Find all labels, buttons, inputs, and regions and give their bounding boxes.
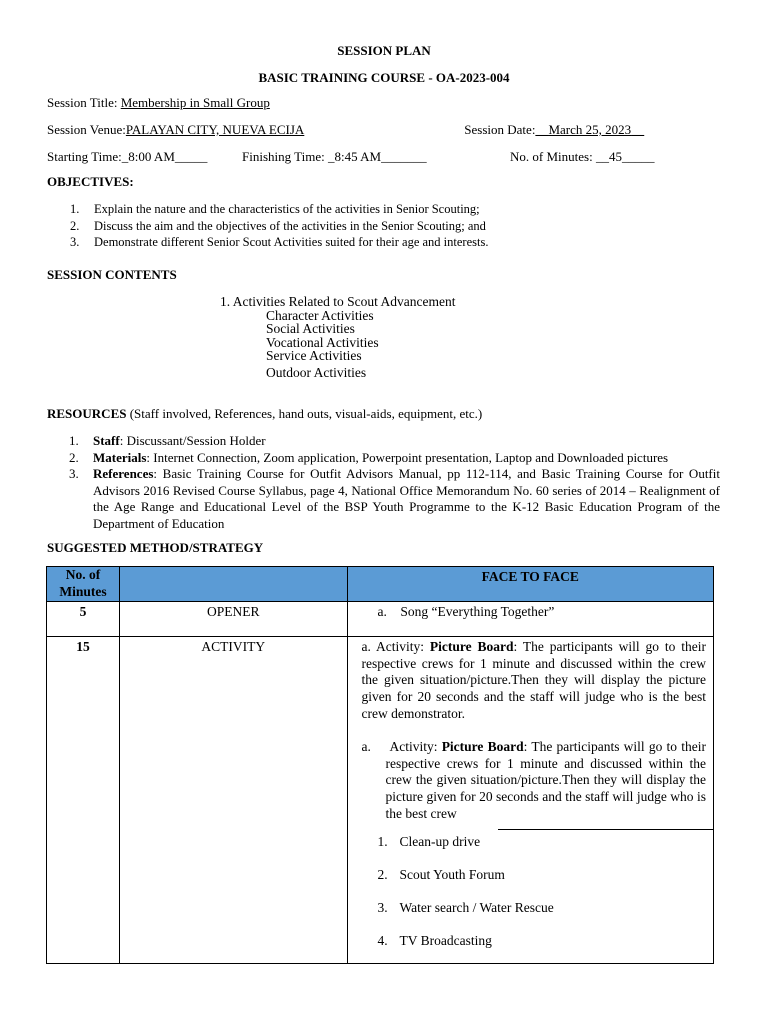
session-title-line xyxy=(47,95,660,111)
row-activity: ACTIVITY xyxy=(119,636,347,963)
resources-note: (Staff involved, References, hand outs, visual-aids, equipment, etc.) xyxy=(126,406,483,421)
date-label: Session Date: xyxy=(464,122,536,137)
activity-examples-list xyxy=(348,830,714,963)
activity-description xyxy=(348,637,714,823)
contents-sub-item: Social Activities xyxy=(266,321,355,336)
list-item: 1. Staff: Discussant/Session Holder xyxy=(69,433,266,448)
session-venue-line xyxy=(47,122,644,138)
session-contents-heading: SESSION CONTENTS xyxy=(47,267,177,282)
header-blank xyxy=(119,567,347,602)
course-title: BASIC TRAINING COURSE - OA-2023-004 xyxy=(258,70,510,85)
activity-paragraph: a. Activity: Picture Board: The participants will go to their respective crews for 1 minute and discussed within the crew the given situation/picture.Then they will display the picture given for 20 seconds and the staff will judge who is the best crew demonstrator. xyxy=(361,638,706,721)
row-minutes: 15 xyxy=(47,636,120,963)
venue-value: PALAYAN CITY, NUEVA ECIJA xyxy=(125,122,305,137)
minutes-label: No. of Minutes: __ xyxy=(510,149,609,164)
list-item: 2. Scout Youth Forum xyxy=(377,866,505,882)
date-value: __March 25, 2023__ xyxy=(535,122,645,137)
objectives-list xyxy=(70,201,488,251)
row-detail xyxy=(347,636,714,963)
header-face-to-face: FACE TO FACE xyxy=(347,567,714,602)
list-item: 3. Demonstrate different Senior Scout Activities suited for their age and interests. xyxy=(70,235,489,249)
document-title: SESSION PLAN xyxy=(337,43,431,58)
list-item: 2. Materials: Internet Connection, Zoom application, Powerpoint presentation, Laptop and Downloaded pictures xyxy=(69,449,669,465)
contents-sub-item: Outdoor Activities xyxy=(266,364,367,380)
list-item: 4. TV Broadcasting xyxy=(377,932,492,948)
contents-sub-item: Vocational Activities xyxy=(266,334,379,350)
resources-heading-line xyxy=(47,406,482,422)
minutes-value: 45_____ xyxy=(608,149,655,164)
list-item: 3. References: Basic Training Course for Outfit Advisors Manual, pp 112-114, and Basic Training Course for Outfit Advisors 2016 Revised Course Syllabus, page 4, National Office Memorandum No. 60 series of 2014 – Realignment of the Age Range and Educational Level of the BSP Youth Programme to the K-12 Basic Education Program of the Department of Education xyxy=(69,466,720,531)
header-minutes: No. of Minutes xyxy=(47,567,120,602)
resources-list xyxy=(69,433,720,532)
start-value: 8:00 AM_____ xyxy=(128,149,208,164)
list-item: 2. Discuss the aim and the objectives of the activities in the Senior Scouting; and xyxy=(70,218,486,233)
session-title-value: Membership in Small Group xyxy=(120,95,270,110)
time-line xyxy=(47,149,207,165)
row-minutes: 5 xyxy=(47,601,120,636)
list-item: 1. Clean-up drive xyxy=(377,833,481,849)
method-table xyxy=(46,566,714,964)
contents-main-item: 1. Activities Related to Scout Advancement xyxy=(220,294,456,309)
contents-sub-item: Character Activities xyxy=(266,307,374,323)
finish-label: Finishing Time: _ xyxy=(242,149,335,164)
finish-line xyxy=(242,149,427,165)
table-row xyxy=(47,636,714,963)
list-item: 3. Water search / Water Rescue xyxy=(377,899,554,915)
table-header-row xyxy=(47,567,714,602)
session-contents-list xyxy=(220,295,455,379)
row-detail: a. Song “Everything Together” xyxy=(347,601,714,636)
list-item: 1. Explain the nature and the characteristics of the activities in Senior Scouting; xyxy=(70,202,480,216)
venue-label: Session Venue: xyxy=(47,122,126,137)
session-title-label: Session Title: xyxy=(47,95,121,110)
objectives-heading: OBJECTIVES: xyxy=(47,174,134,189)
method-heading: SUGGESTED METHOD/STRATEGY xyxy=(47,540,264,555)
minutes-line xyxy=(510,149,654,165)
activity-paragraph: a. Activity: Picture Board: The participants will go to their respective crews for 1 minute and discussed within the crew the given situation/picture.Then they will display the picture given for 20 seconds and the staff will judge who is the best crew xyxy=(361,738,706,821)
table-row xyxy=(47,601,714,636)
contents-sub-item: Service Activities xyxy=(266,348,362,363)
finish-value: 8:45 AM_______ xyxy=(334,149,427,164)
row-activity: OPENER xyxy=(119,601,347,636)
resources-heading: RESOURCES xyxy=(47,406,127,421)
start-label: Starting Time:_ xyxy=(47,149,129,164)
